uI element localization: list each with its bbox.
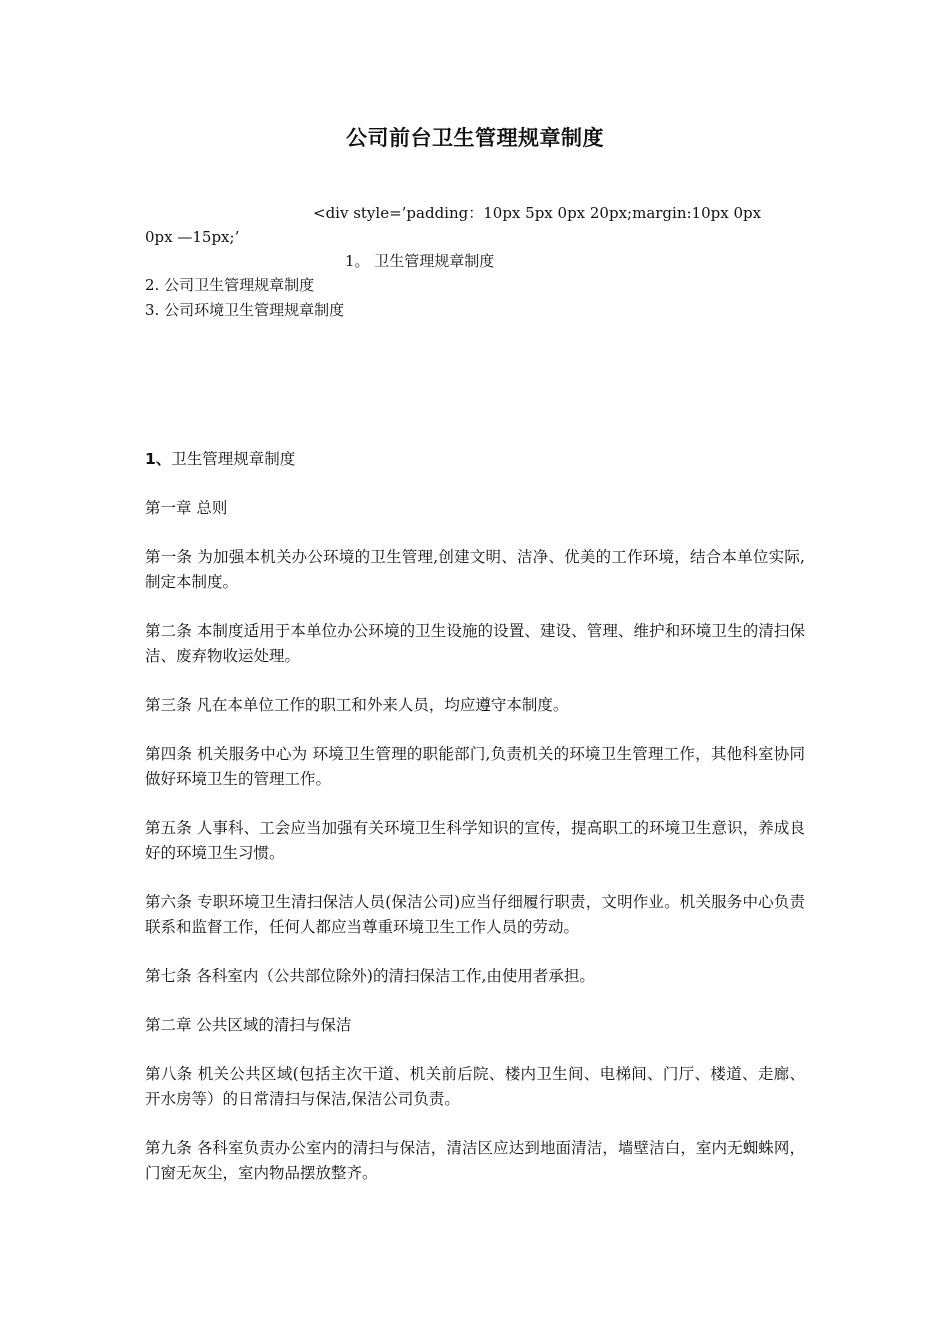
code-text-line-2: 0px —15px;’ (145, 228, 240, 246)
document-title: 公司前台卫生管理规章制度 (346, 126, 604, 150)
toc-item-2: 2. 公司卫生管理规章制度 (145, 276, 315, 294)
chapter-heading: 第二章 公共区域的清扫与保洁 (145, 1016, 352, 1034)
article-paragraph: 第四条 机关服务中心为 环境卫生管理的职能部门,负责机关的环境卫生管理工作，其他科室协同做好环境卫生的管理工作。 (145, 745, 805, 788)
article-paragraph: 第三条 凡在本单位工作的职工和外来人员，均应遵守本制度。 (145, 696, 569, 714)
document-body (145, 447, 805, 1210)
article-paragraph: 第六条 专职环境卫生清扫保洁人员(保洁公司)应当仔细履行职责，文明作业。机关服务中心负责联系和监督工作，任何人都应当尊重环境卫生工作人员的劳动。 (145, 893, 805, 936)
section-heading (145, 447, 805, 472)
article-paragraph: 第五条 人事科、工会应当加强有关环境卫生科学知识的宣传，提高职工的环境卫生意识，养成良好的环境卫生习惯。 (145, 819, 805, 862)
section-title: 卫生管理规章制度 (171, 450, 296, 468)
article-paragraph: 第八条 机关公共区域(包括主次干道、机关前后院、楼内卫生间、电梯间、门厅、楼道、走廊、开水房等）的日常清扫与保洁,保洁公司负责。 (145, 1065, 805, 1108)
toc-item-1: 1。 卫生管理规章制度 (345, 252, 495, 270)
section-number: 1、 (145, 450, 172, 468)
chapter-heading: 第一章 总则 (145, 499, 228, 517)
article-paragraph: 第九条 各科室负责办公室内的清扫与保洁，清洁区应达到地面清洁，墙壁洁白，室内无蜘蛛网，门窗无灰尘，室内物品摆放整齐。 (145, 1139, 805, 1182)
article-paragraph: 第二条 本制度适用于本单位办公环境的卫生设施的设置、建设、管理、维护和环境卫生的清扫保洁、废弃物收运处理。 (145, 622, 805, 665)
toc-item-3: 3. 公司环境卫生管理规章制度 (145, 301, 345, 319)
article-paragraph: 第一条 为加强本机关办公环境的卫生管理,创建文明、洁净、优美的工作环境，结合本单位实际,制定本制度。 (145, 548, 805, 591)
article-paragraph: 第七条 各科室内（公共部位除外)的清扫保洁工作,由使用者承担。 (145, 967, 595, 985)
code-text-line-1: <div style=’padding：10px 5px 0px 20px;margin:10px 0px (313, 204, 762, 222)
